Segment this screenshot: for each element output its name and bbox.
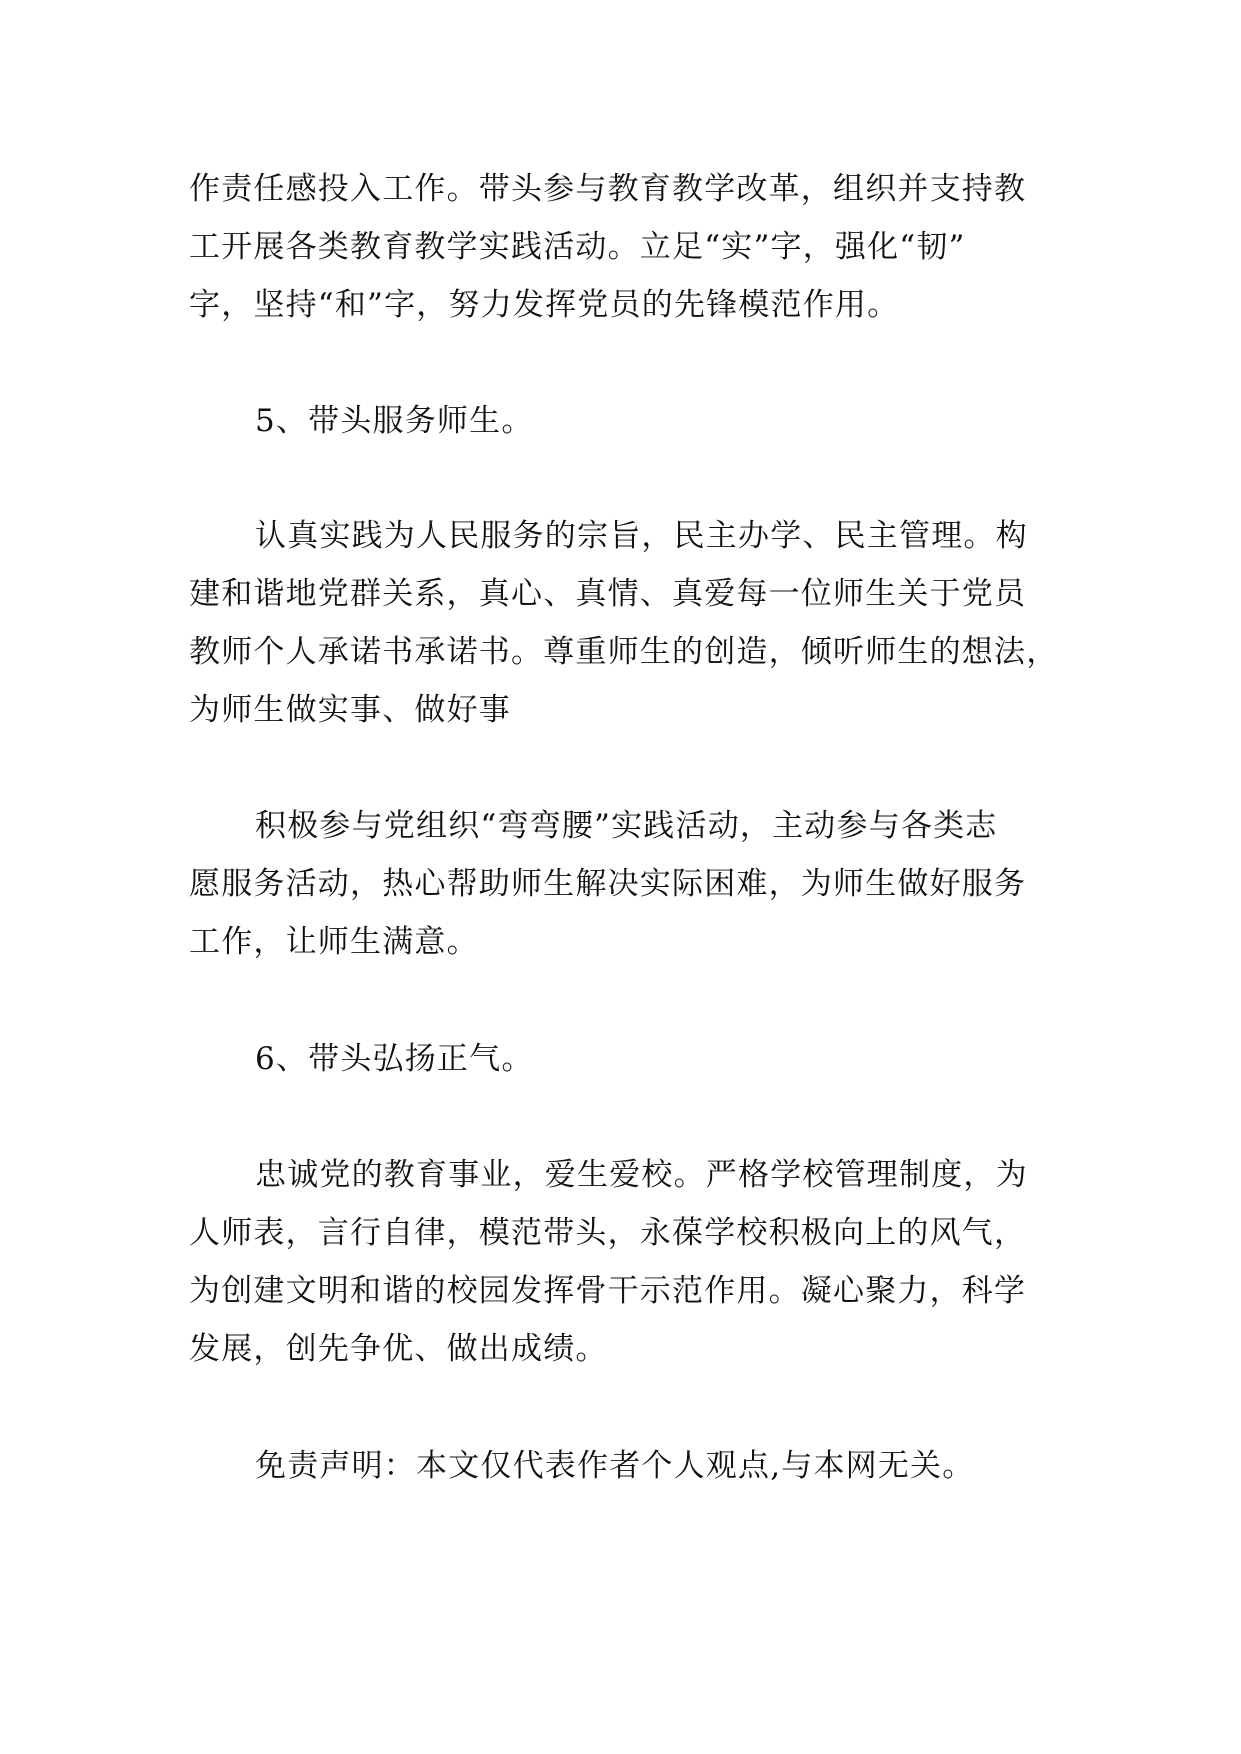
disclaimer xyxy=(189,1437,1055,1495)
text-line: 愿服务活动，热心帮助师生解决实际困难，为师生做好服务 xyxy=(189,866,1027,902)
heading-text: 5、带头服务师生。 xyxy=(255,403,534,439)
text-line: 工作，让师生满意。 xyxy=(189,924,479,960)
heading-text: 6、带头弘扬正气。 xyxy=(255,1041,534,1077)
text-line: 字，坚持“和”字，努力发挥党员的先锋模范作用。 xyxy=(189,287,900,323)
paragraph-continuation xyxy=(189,160,1055,334)
text-line: 为师生做实事、做好事 xyxy=(189,692,511,728)
disclaimer-text: 免责声明：本文仅代表作者个人观点,与本网无关。 xyxy=(255,1448,975,1484)
paragraph-serve xyxy=(189,507,1059,739)
text-line: 积极参与党组织“弯弯腰”实践活动，主动参与各类志 xyxy=(255,808,998,844)
text-line: 发展，创先争优、做出成绩。 xyxy=(189,1331,608,1367)
text-line: 工开展各类教育教学实践活动。立足“实”字，强化“韧” xyxy=(189,229,966,265)
text-line: 忠诚党的教育事业，爱生爱校。严格学校管理制度，为 xyxy=(255,1157,1028,1193)
text-line: 为创建文明和谐的校园发挥骨干示范作用。凝心聚力，科学 xyxy=(189,1273,1027,1309)
text-line: 认真实践为人民服务的宗旨，民主办学、民主管理。构 xyxy=(255,518,1028,554)
text-line: 人师表，言行自律，模范带头，永葆学校积极向上的风气， xyxy=(189,1215,1027,1251)
text-line: 教师个人承诺书承诺书。尊重师生的创造，倾听师生的想法， xyxy=(189,634,1059,670)
section-heading-6 xyxy=(189,1030,1055,1088)
text-line: 建和谐地党群关系，真心、真情、真爱每一位师生关于党员 xyxy=(189,576,1027,612)
text-line: 作责任感投入工作。带头参与教育教学改革，组织并支持教 xyxy=(189,171,1027,207)
section-heading-5 xyxy=(189,392,1055,450)
paragraph-integrity xyxy=(189,1146,1055,1378)
paragraph-volunteer xyxy=(189,797,1055,971)
